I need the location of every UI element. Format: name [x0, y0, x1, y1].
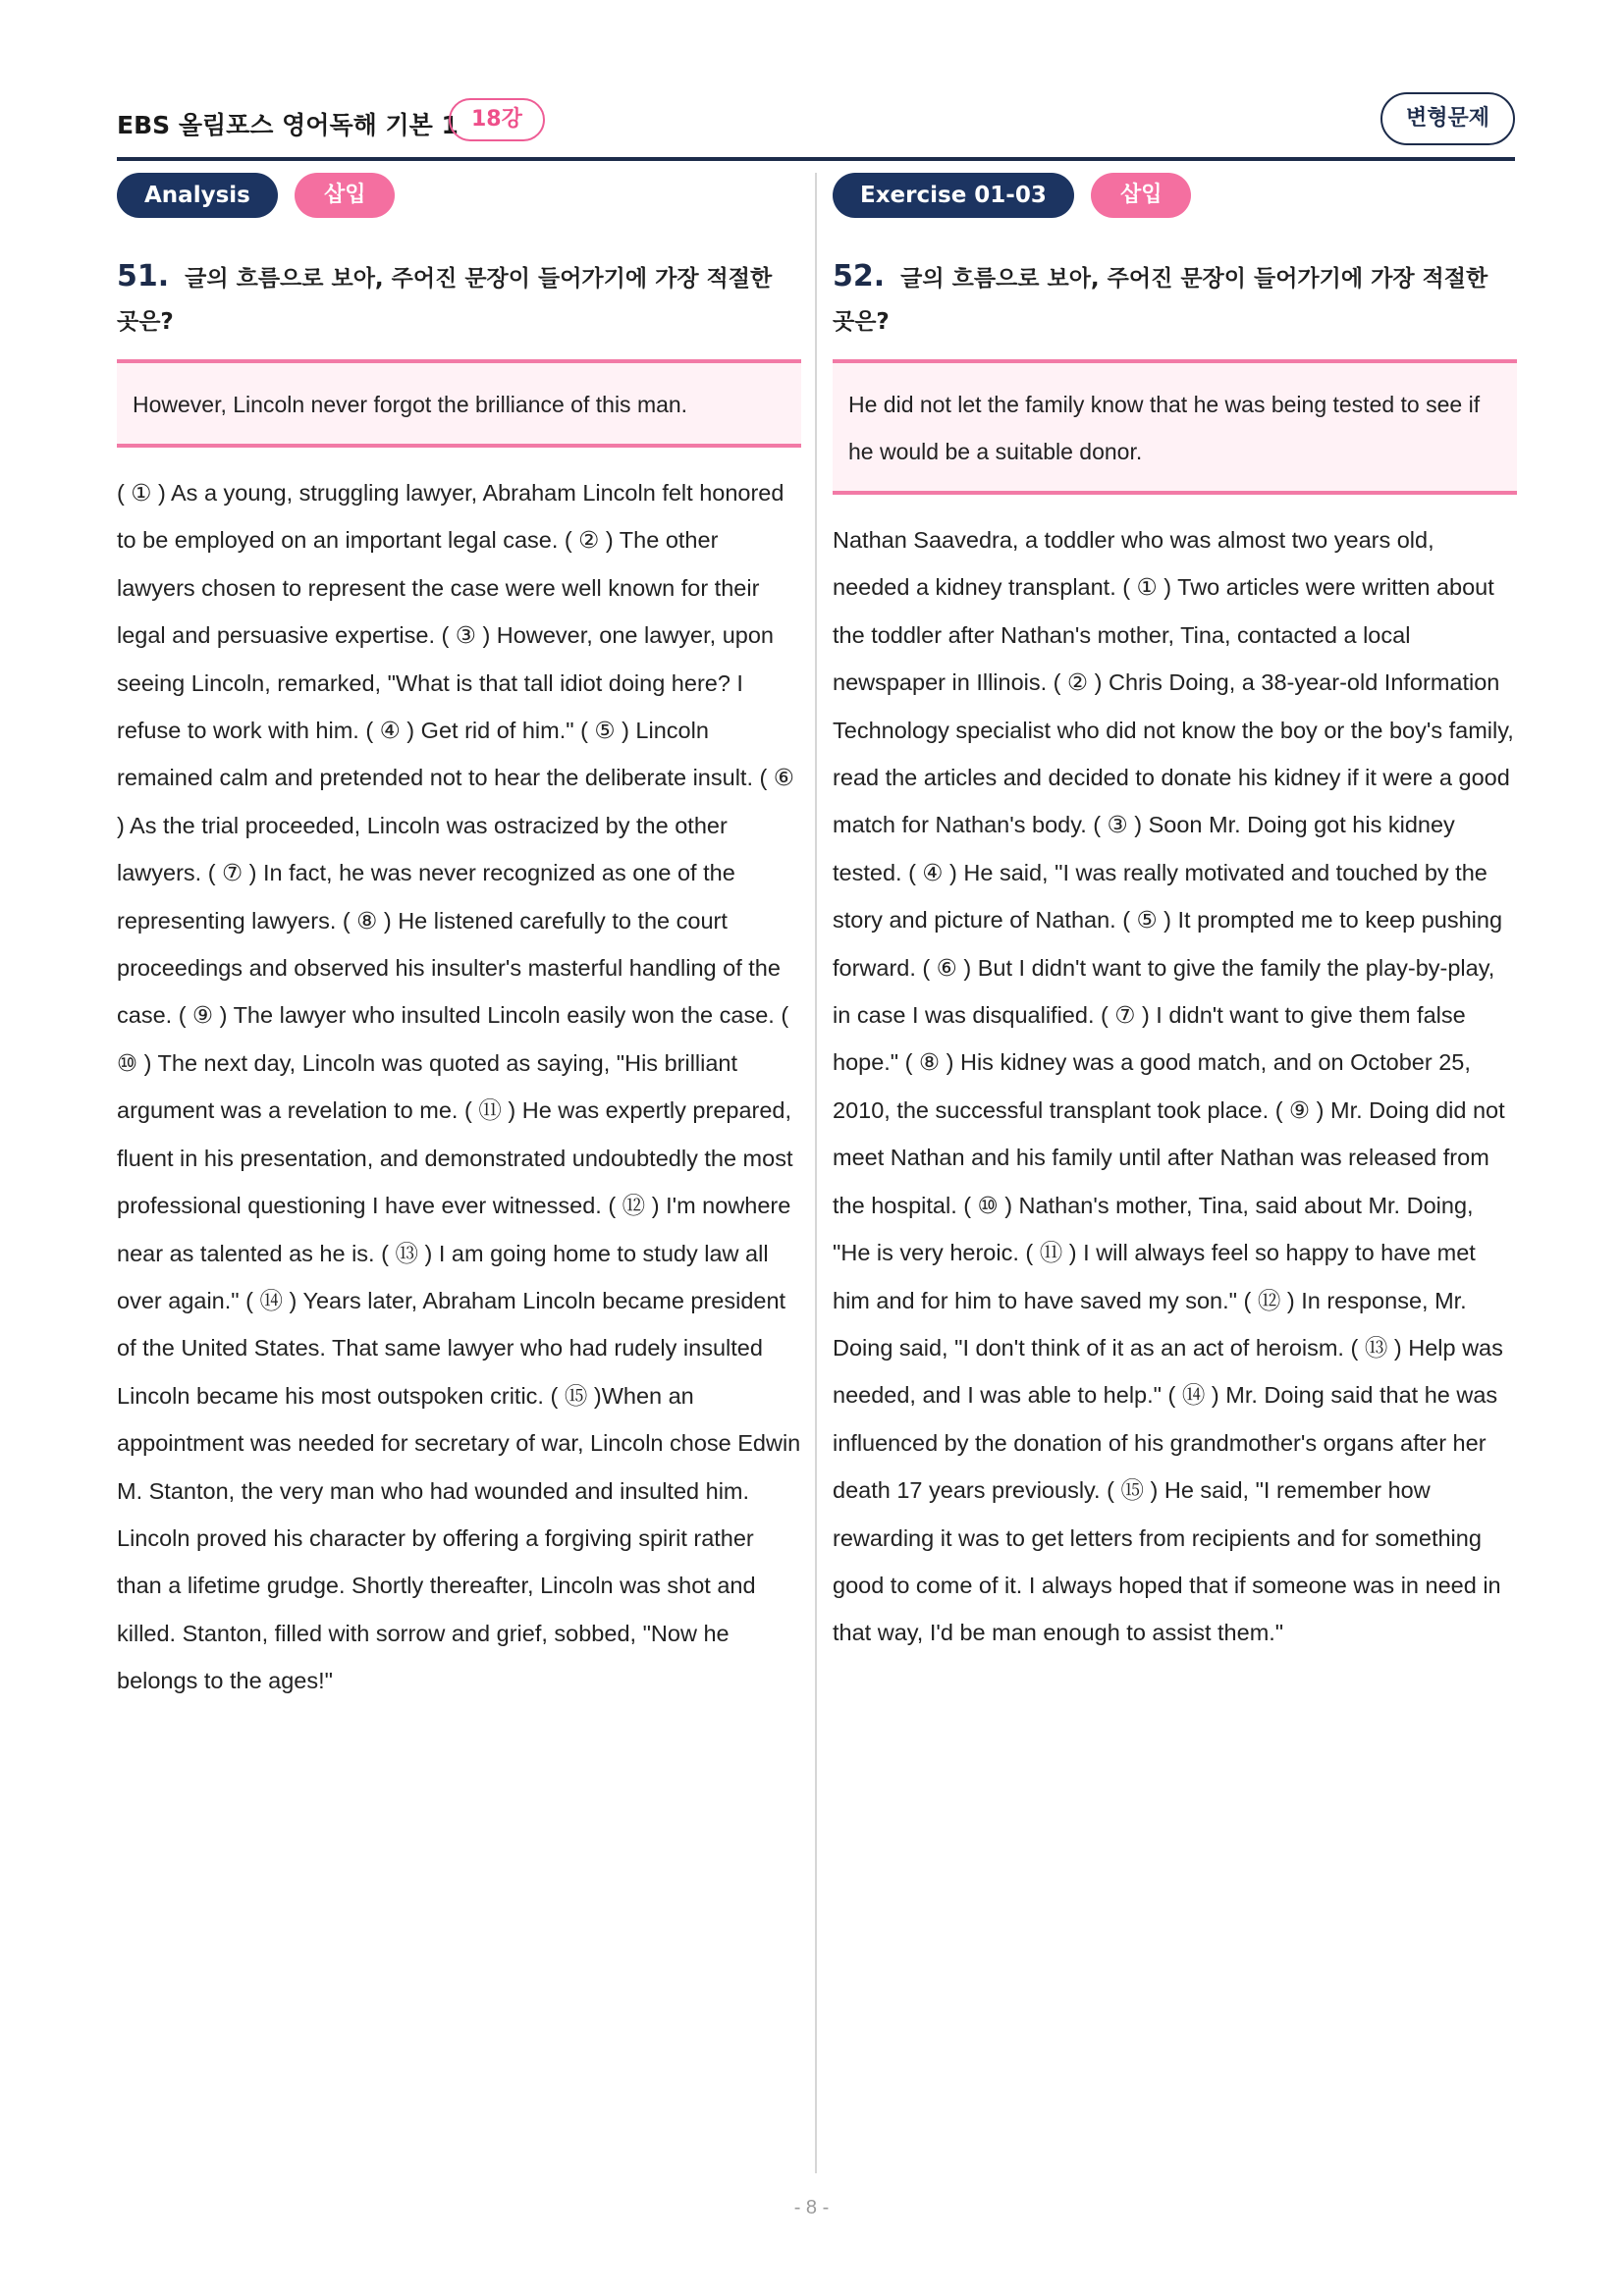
page-header [117, 94, 1515, 161]
column-divider [815, 173, 817, 2173]
question-52-column [833, 173, 1517, 1657]
given-sentence-box: He did not let the family know that he was being tested to see if he would be a suitable donor. [833, 359, 1517, 495]
question-prompt [117, 255, 801, 344]
type-badge: 삽입 [1091, 173, 1192, 218]
badge-row [117, 173, 801, 222]
badge-row [833, 173, 1517, 222]
variant-problem-badge: 변형문제 [1380, 92, 1515, 145]
question-text: 글의 흐름으로 보아, 주어진 문장이 들어가기에 가장 적절한 곳은? [117, 266, 773, 335]
type-badge: 삽입 [295, 173, 396, 218]
textbook-title: EBS 올림포스 영어독해 기본 1 [117, 111, 459, 139]
section-badge: Analysis [117, 173, 278, 218]
question-prompt [833, 255, 1517, 344]
passage-text: Nathan Saavedra, a toddler who was almost two years old, needed a kidney transplant. ( ① ) Two articles were written about the toddler after Nathan's mother, Tina, contacted a local newspaper in Illinois. ( ② ) Chris Doing, a 38-year-old Information Technology specialist who did not know the boy or the boy's family, read the articles and decided to donate his kidney if it were a good match for Nathan's body. ( ③ ) Soon Mr. Doing got his kidney tested. ( ④ ) He said, "I was really motivated and touched by the story and picture of Nathan. ( ⑤ ) It prompted me to keep pushing forward. ( ⑥ ) But I didn't want to give the family the play-by-play, in case I was disqualified. ( ⑦ ) I didn't want to give them false hope." ( ⑧ ) His kidney was a good match, and on October 25, 2010, the successful transplant took place. ( ⑨ ) Mr. Doing did not meet Nathan and his family until after Nathan was released from the hospital. ( ⑩ ) Nathan's mother, Tina, said about Mr. Doing, "He is very heroic. ( ⑪ ) I will always feel so happy to have met him and for him to have saved my son." ( ⑫ ) In response, Mr. Doing said, "I don't think of it as an act of heroism. ( ⑬ ) Help was needed, and I was able to help." ( ⑭ ) Mr. Doing said that he was influenced by the donation of his grandmother's organs after her death 17 years previously. ( ⑮ ) He said, "I remember how rewarding it was to get letters from recipients and for something good to come of it. I always hoped that if someone was in need in that way, I'd be man enough to assist them." [833, 527, 1514, 1646]
passage-text: ( ① ) As a young, struggling lawyer, Abraham Lincoln felt honored to be employed on an important legal case. ( ② ) The other lawyers chosen to represent the case were well known for their legal and persuasive expertise. ( ③ ) However, one lawyer, upon seeing Lincoln, remarked, "What is that tall idiot doing here? I refuse to work with him. ( ④ ) Get rid of him." ( ⑤ ) Lincoln remained calm and pretended not to hear the deliberate insult. ( ⑥ ) As the trial proceeded, Lincoln was ostracized by the other lawyers. ( ⑦ ) In fact, he was never recognized as one of the representing lawyers. ( ⑧ ) He listened carefully to the court proceedings and observed his insulter's masterful handling of the case. ( ⑨ ) The lawyer who insulted Lincoln easily won the case. ( ⑩ ) The next day, Lincoln was quoted as saying, "His brilliant argument was a revelation to me. ( ⑪ ) He was expertly prepared, fluent in his presentation, and demonstrated undoubtedly the most professional questioning I have ever witnessed. ( ⑫ ) I'm nowhere near as talented as he is. ( ⑬ ) I am going home to study law all over again." ( ⑭ ) Years later, Abraham Lincoln became president of the United States. That same lawyer who had rudely insulted Lincoln became his most outspoken critic. ( ⑮ )When an appointment was needed for secretary of war, Lincoln chose Edwin M. Stanton, the very man who had wounded and insulted him. Lincoln proved his character by offering a forgiving spirit rather than a lifetime grudge. Shortly thereafter, Lincoln was shot and killed. Stanton, filled with sorrow and grief, sobbed, "Now he belongs to the ages!" [117, 480, 801, 1694]
question-text: 글의 흐름으로 보아, 주어진 문장이 들어가기에 가장 적절한 곳은? [833, 266, 1488, 335]
question-number: 52. [833, 259, 886, 294]
question-number: 51. [117, 259, 170, 294]
section-badge: Exercise 01-03 [833, 173, 1074, 218]
question-51-column [117, 173, 801, 1705]
page-number: - 8 - [793, 2197, 830, 2218]
given-sentence-box: However, Lincoln never forgot the brilliance of this man. [117, 359, 801, 448]
lecture-badge: 18강 [449, 98, 545, 141]
